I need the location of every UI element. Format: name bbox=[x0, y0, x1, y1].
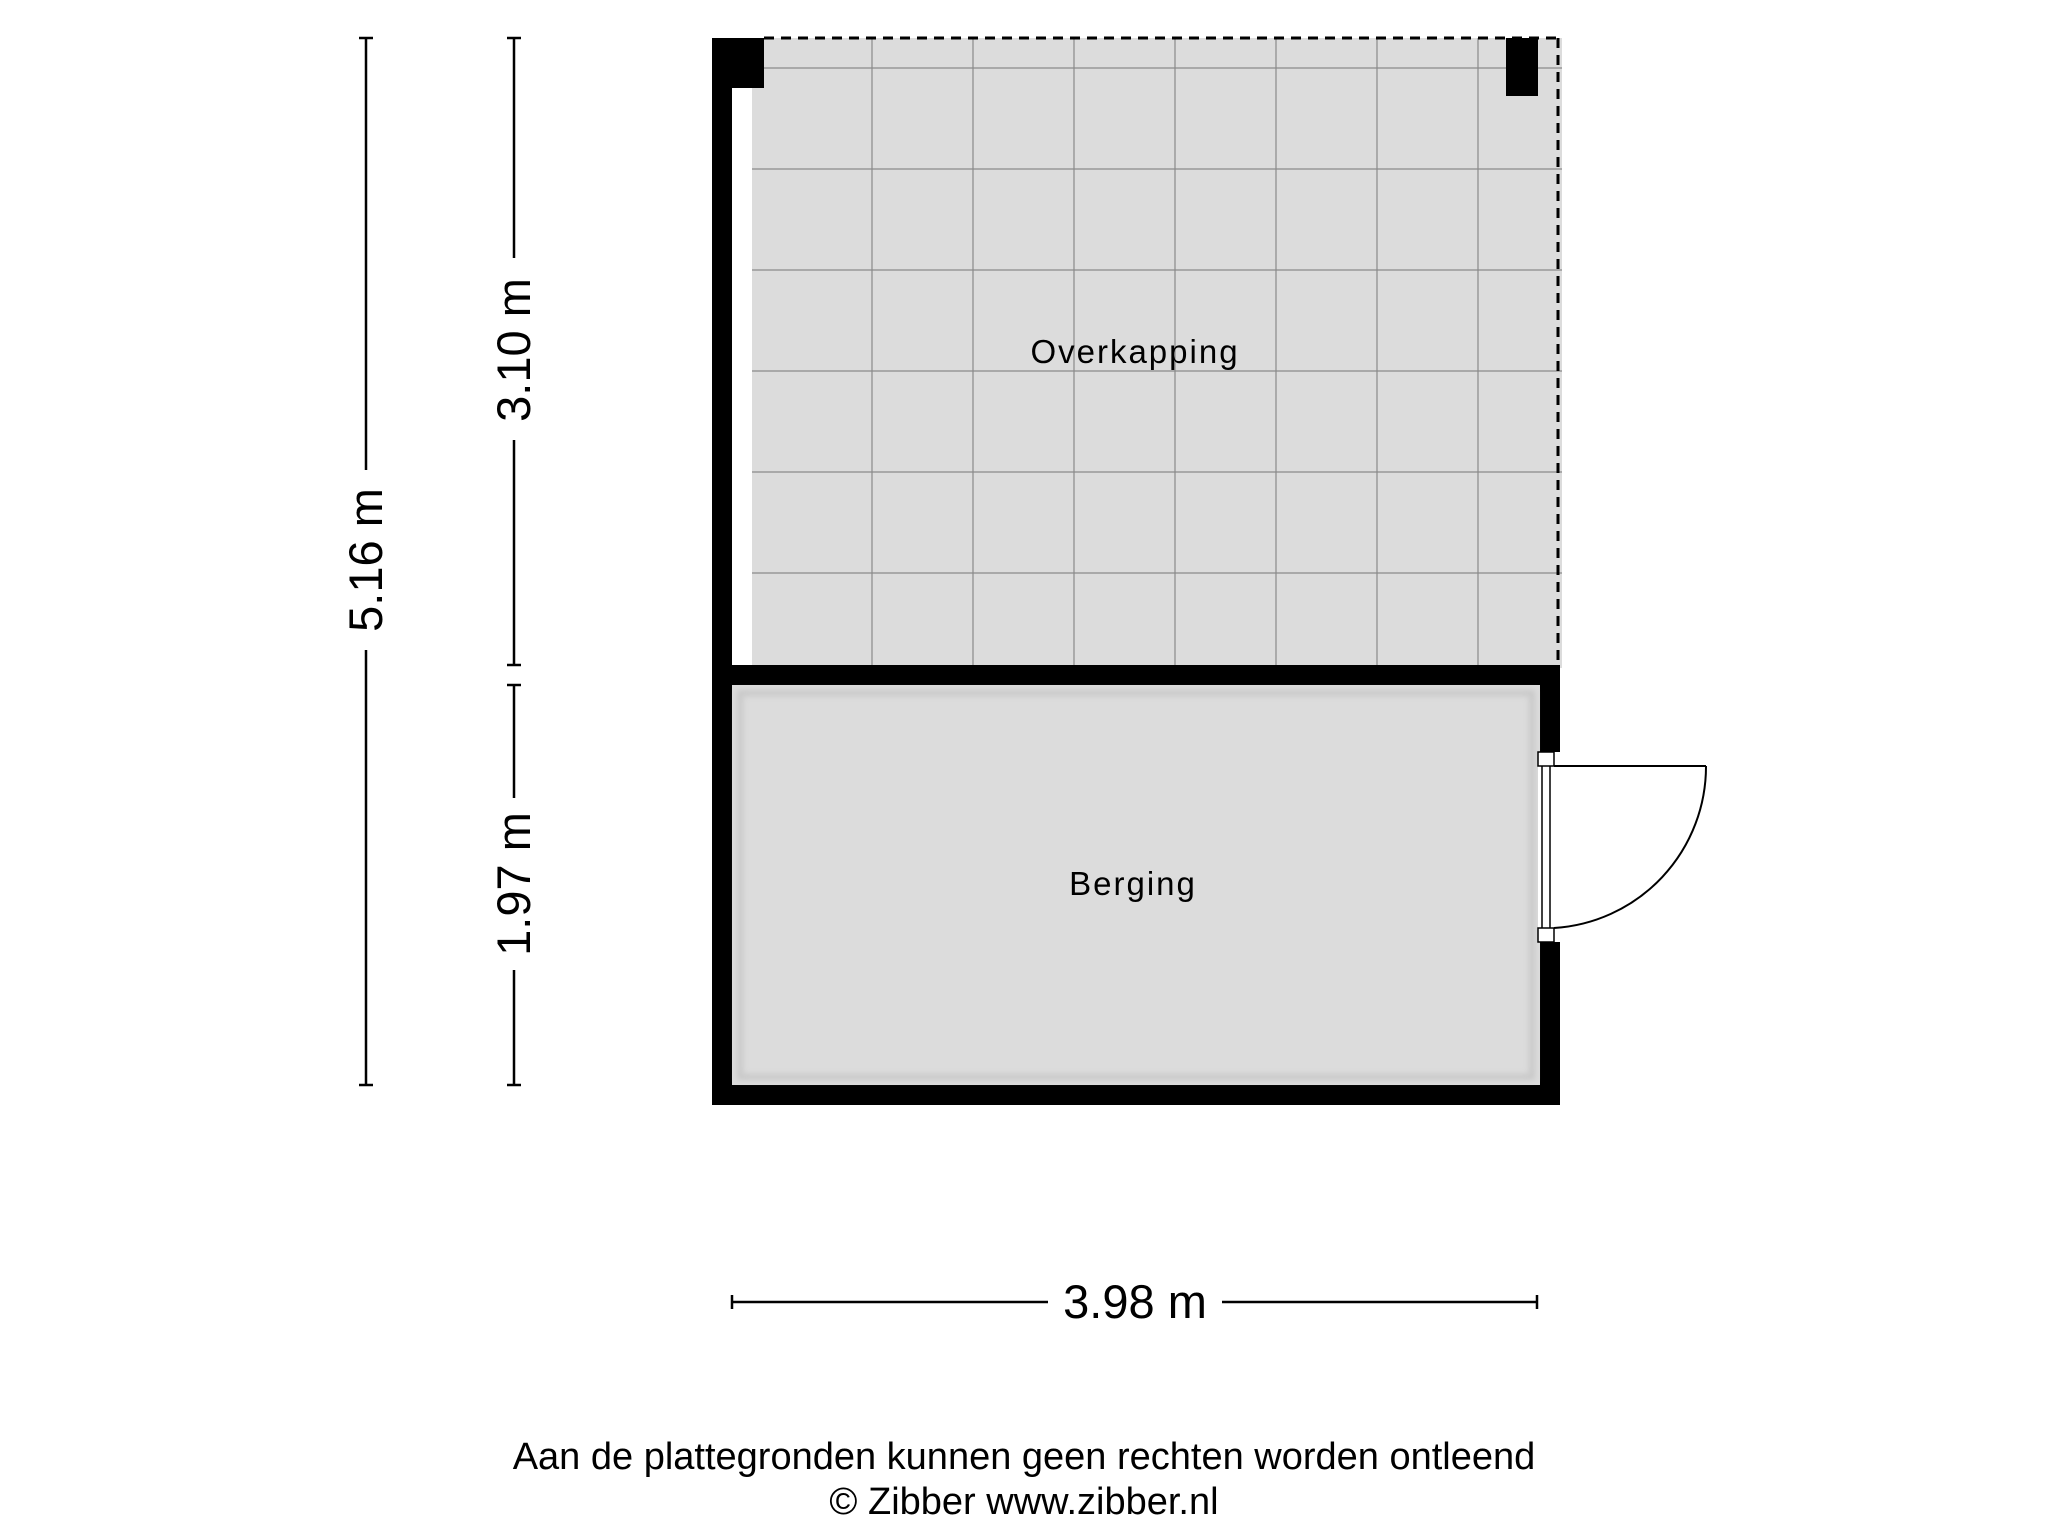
overkapping-left-wall bbox=[712, 38, 732, 678]
dimension-label-berging-height: 1.97 m bbox=[487, 812, 540, 956]
dimension-label-total-height: 5.16 m bbox=[339, 488, 392, 632]
room-label-overkapping: Overkapping bbox=[1030, 333, 1240, 370]
overkapping-corner-post-left bbox=[712, 38, 764, 88]
footer-disclaimer: Aan de plattegronden kunnen geen rechten worden ontleend bbox=[512, 1436, 1536, 1478]
door-frame-top bbox=[1538, 752, 1554, 766]
overkapping-post-right bbox=[1506, 38, 1538, 96]
door-swing bbox=[1554, 766, 1706, 928]
footer-copyright: © Zibber www.zibber.nl bbox=[829, 1481, 1219, 1523]
room-label-berging: Berging bbox=[1069, 865, 1197, 902]
dimension-label-width: 3.98 m bbox=[1063, 1275, 1207, 1328]
door-frame-bottom bbox=[1538, 928, 1554, 942]
dimension-label-overkapping-height: 3.10 m bbox=[487, 278, 540, 422]
